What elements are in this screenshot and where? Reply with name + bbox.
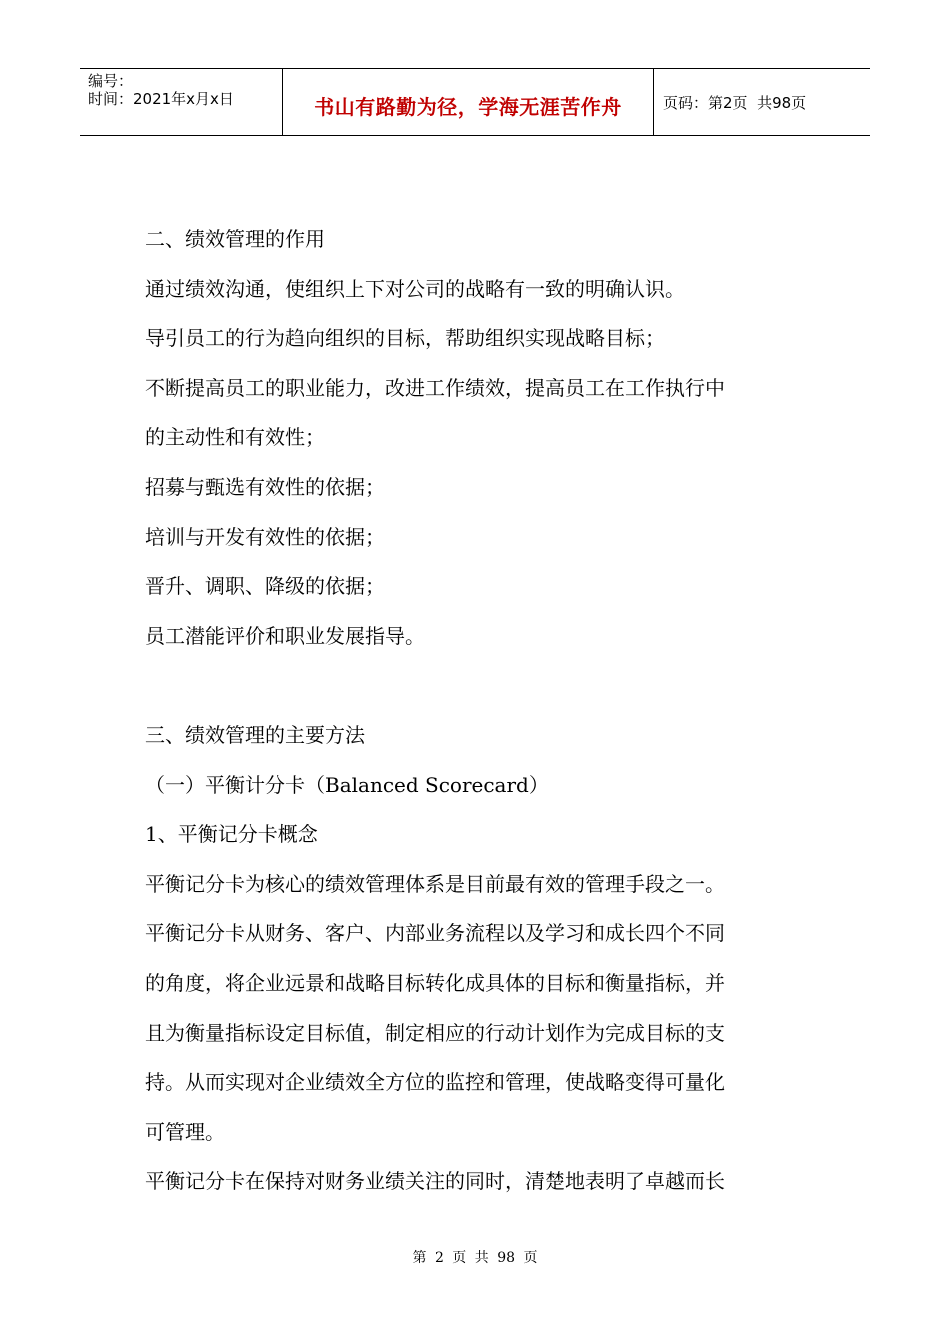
paragraph-line: 且为衡量指标设定目标值，制定相应的行动计划作为完成目标的支 [145, 1020, 725, 1045]
paragraph-line: 员工潜能评价和职业发展指导。 [145, 623, 425, 648]
subsection-heading: 1、平衡记分卡概念 [145, 822, 318, 847]
paragraph-line: 平衡记分卡从财务、客户、内部业务流程以及学习和成长四个不同 [145, 921, 725, 946]
serial-number-label: 编号： [88, 72, 134, 90]
subsection-heading: （一）平衡计分卡（Balanced Scorecard） [145, 772, 549, 797]
header-page-number: 页码：第2页 共98页 [663, 93, 807, 112]
header-info-cell [80, 69, 283, 135]
time-label: 时间：2021年x月x日 [88, 90, 234, 108]
paragraph-line: 平衡记分卡为核心的绩效管理体系是目前最有效的管理手段之一。 [145, 871, 725, 896]
page-header [80, 68, 870, 136]
paragraph-line: 通过绩效沟通，使组织上下对公司的战略有一致的明确认识。 [145, 276, 685, 301]
paragraph-line: 平衡记分卡在保持对财务业绩关注的同时，清楚地表明了卓越而长 [145, 1169, 725, 1194]
paragraph-line: 不断提高员工的职业能力，改进工作绩效，提高员工在工作执行中 [145, 375, 725, 400]
section-heading: 二、绩效管理的作用 [145, 227, 325, 251]
paragraph-line: 导引员工的行为趋向组织的目标，帮助组织实现战略目标； [145, 326, 665, 351]
header-motto-cell [283, 69, 654, 135]
paragraph-line: 持。从而实现对企业绩效全方位的监控和管理，使战略变得可量化 [145, 1070, 725, 1095]
paragraph-line: 的角度，将企业远景和战略目标转化成具体的目标和衡量指标，并 [145, 970, 725, 995]
paragraph-line: 晋升、调职、降级的依据； [145, 574, 385, 599]
header-motto: 书山有路勤为径，学海无涯苦作舟 [314, 94, 622, 119]
section-heading: 三、绩效管理的主要方法 [145, 722, 365, 747]
paragraph-line: 培训与开发有效性的依据； [145, 524, 385, 549]
paragraph-line: 的主动性和有效性； [145, 425, 325, 450]
paragraph-line: 可管理。 [145, 1119, 225, 1144]
header-page-cell [654, 69, 870, 135]
page-footer: 第 2 页 共 98 页 [412, 1250, 538, 1266]
paragraph-line: 招募与甄选有效性的依据； [145, 474, 385, 499]
blank-line [145, 661, 815, 711]
document-body [145, 215, 815, 1207]
